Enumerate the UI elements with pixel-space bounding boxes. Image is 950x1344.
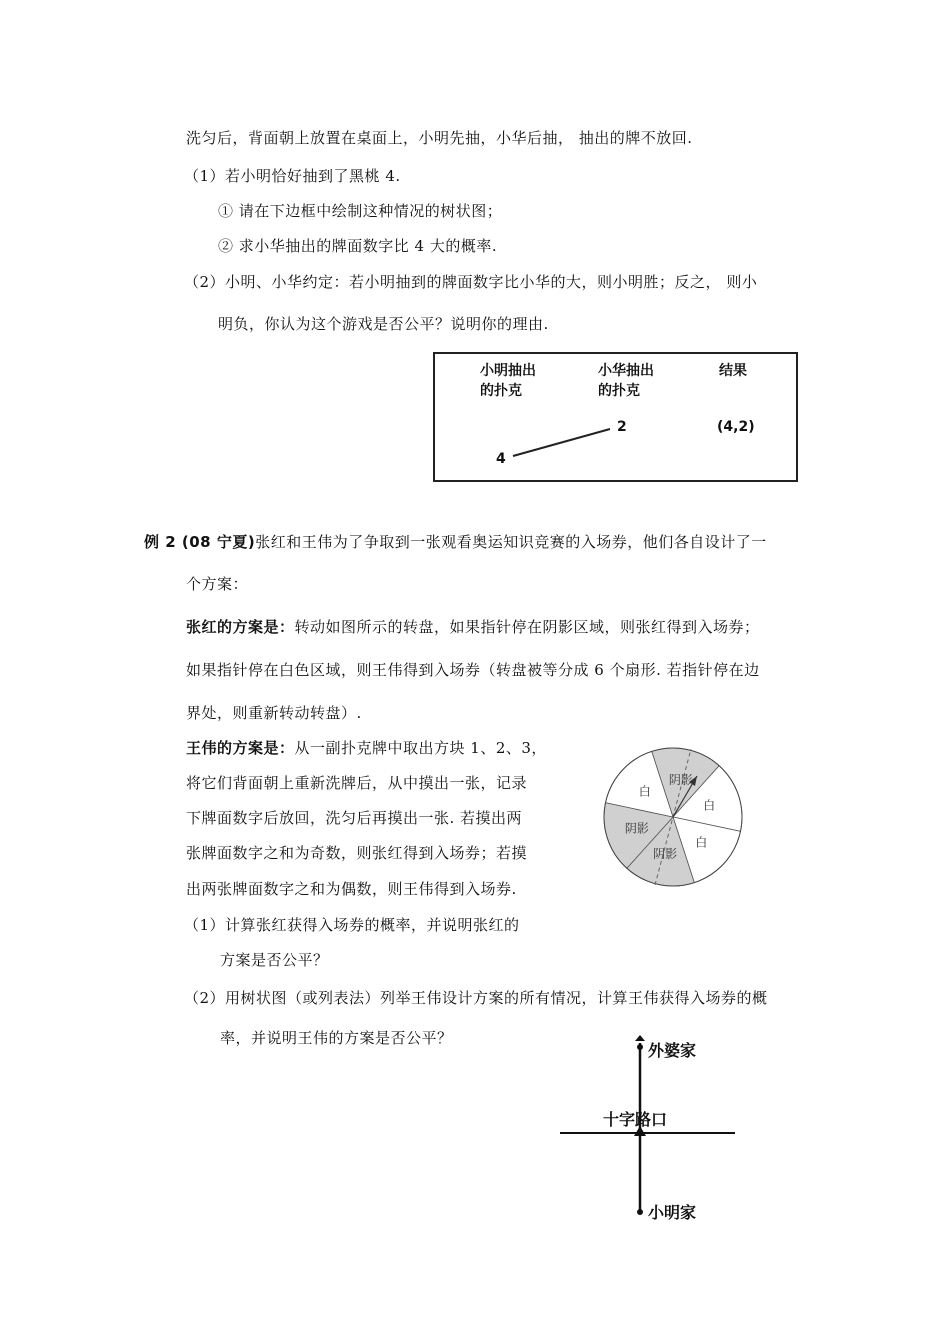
problem1-question2-line1: （2）小明、小华约定：若小明抽到的牌面数字比小华的大，则小明胜；反之， 则小 [184,273,758,291]
spinner-diagram [603,747,743,887]
map-top-arrow-icon [635,1035,645,1041]
example2-question1-line2: 方案是否公平？ [220,951,329,969]
example2-label: 例 2 (08 宁夏) [144,533,256,551]
wangwei-line5: 出两张牌面数字之和为偶数，则王伟得到入场券. [186,880,517,898]
example2-question2-line2: 率，并说明王伟的方案是否公平？ [220,1029,453,1047]
tree-col2-header-line1: 小华抽出 [598,363,654,379]
spinner-sector-label: 白 [695,835,708,850]
wangwei-label: 王伟的方案是： [186,739,295,757]
example2-question1-line1: （1）计算张红获得入场券的概率，并说明张红的 [184,916,520,934]
wangwei-line3: 下牌面数字后放回，洗匀后再摸出一张. 若摸出两 [186,809,523,827]
example2-question2-line1: （2）用树状图（或列表法）列举王伟设计方案的所有情况，计算王伟获得入场券的概 [184,989,768,1007]
example2-line1 [144,532,767,552]
tree-node-child: 2 [617,419,627,435]
problem1-question2-line2: 明负，你认为这个游戏是否公平？说明你的理由. [218,315,549,333]
tree-col1-header-line2: 的扑克 [480,383,522,399]
zhanghong-line2: 如果指针停在白色区域，则王伟得到入场券（转盘被等分成 6 个扇形. 若指针停在边 [186,661,760,679]
tree-result: (4,2) [717,419,755,435]
map-bottom-dot [637,1209,643,1215]
example2-line2: 个方案： [186,575,249,593]
spinner-sector-label: 阴影 [653,847,678,862]
zhanghong-line1 [186,617,760,637]
map-label-xiaoming-home: 小明家 [648,1203,697,1222]
wangwei-text1: 从一副扑克牌中取出方块 1、2、3， [294,739,547,757]
map-label-grandma-home: 外婆家 [648,1041,697,1060]
map-label-crossroad: 十字路口 [603,1110,668,1129]
spinner-sector-label: 白 [638,784,651,799]
wangwei-line1 [186,738,547,758]
tree-node-root: 4 [496,451,506,467]
tree-col2-header-line2: 的扑克 [598,383,640,399]
tree-diagram-box [433,352,798,482]
wangwei-line2: 将它们背面朝上重新洗牌后，从中摸出一张，记录 [186,774,528,792]
zhanghong-label: 张红的方案是： [186,618,295,636]
tree-col3-header: 结果 [719,363,747,379]
spinner-sector-label: 阴影 [668,772,693,787]
spinner-sector-label: 阴影 [624,821,649,836]
problem1-line1: 洗匀后，背面朝上放置在桌面上，小明先抽，小华后抽， 抽出的牌不放回. [186,129,693,147]
wangwei-line4: 张牌面数字之和为奇数，则张红得到入场券；若摸 [186,844,528,862]
example2-text: 张红和王伟为了争取到一张观看奥运知识竞赛的入场券，他们各自设计了一 [255,533,767,551]
tree-col1-header-line1: 小明抽出 [480,363,536,379]
problem1-question1b: ② 求小华抽出的牌面数字比 4 大的概率. [218,237,498,255]
problem1-question1: （1）若小明恰好抽到了黑桃 4. [184,167,401,185]
zhanghong-line3: 界处，则重新转动转盘）. [186,704,362,722]
spinner-sector-label: 白 [703,798,716,813]
zhanghong-text1: 转动如图所示的转盘，如果指针停在阴影区域，则张红得到入场券； [294,618,760,636]
problem1-question1a: ① 请在下边框中绘制这种情况的树状图； [218,202,503,220]
